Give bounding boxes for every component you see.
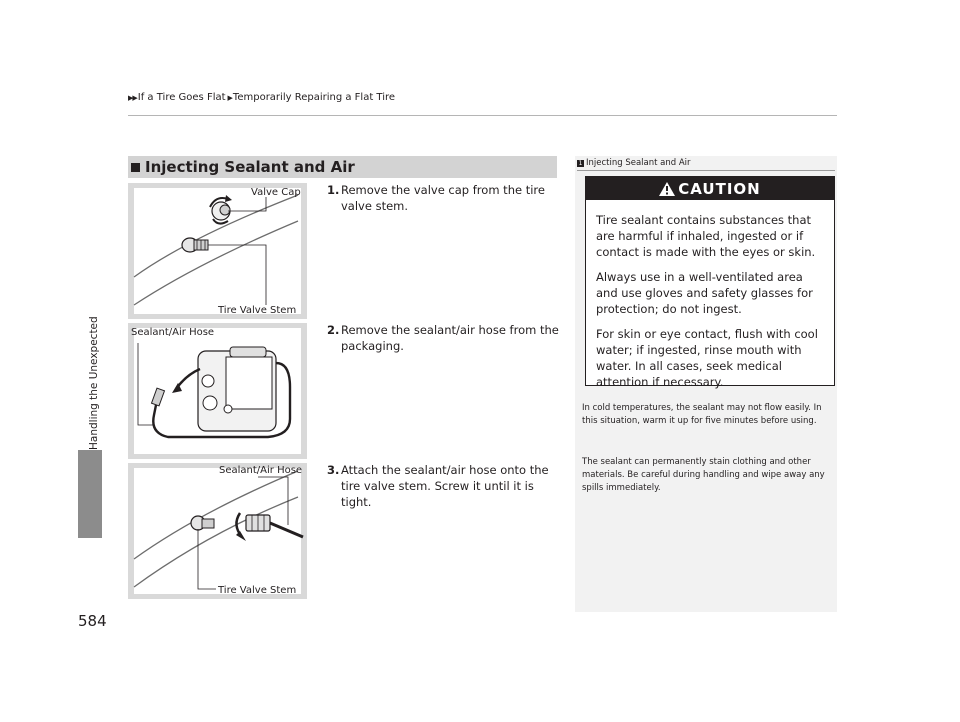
section-heading [128, 156, 557, 178]
chapter-tab-label: Handling the Unexpected [88, 316, 100, 450]
square-bullet-icon [131, 163, 140, 172]
note-cold-temperature: In cold temperatures, the sealant may not flow easily. In this situation, warm it up for five minutes before using. [582, 403, 822, 426]
caution-paragraph: For skin or eye contact, flush with cool water; if ingested, rinse mouth with water. In all cases, seek medical attention if necessary. [596, 327, 818, 389]
label-sealant-air-hose: Sealant/Air Hose [219, 465, 303, 476]
notes-header-text: Injecting Sealant and Air [586, 158, 691, 168]
step-number: 2. [327, 323, 340, 337]
breadcrumb [128, 92, 395, 103]
page-number: 584 [78, 612, 107, 630]
step-text: Attach the sealant/air hose onto the tire valve stem. Screw it until it is tight. [341, 463, 549, 509]
step-text: Remove the sealant/air hose from the packaging. [341, 323, 559, 353]
figure-sealant-hose [128, 323, 307, 459]
breadcrumb-item-temporary-repair[interactable]: Temporarily Repairing a Flat Tire [232, 92, 396, 103]
step-number: 1. [327, 183, 340, 197]
caution-paragraph: Always use in a well-ventilated area and use gloves and safety glasses for protection; do not ingest. [596, 270, 813, 316]
warning-triangle-icon [659, 182, 675, 196]
breadcrumb-arrow-icon: ▶▶ [128, 93, 137, 102]
step-3 [327, 462, 562, 510]
chapter-tab-marker[interactable] [78, 450, 102, 538]
step-text: Remove the valve cap from the tire valve stem. [341, 183, 545, 213]
step-2 [327, 322, 562, 354]
note-link-icon: 1 [578, 160, 583, 167]
label-tire-valve-stem: Tire Valve Stem [218, 585, 297, 596]
caution-box [585, 176, 835, 389]
note-stain-warning: The sealant can permanently stain clothing and other materials. Be careful during handling and wipe away any spills immediately. [582, 457, 825, 493]
breadcrumb-arrow-icon: ▶ [227, 93, 232, 102]
label-sealant-air-hose: Sealant/Air Hose [131, 327, 215, 338]
label-valve-cap: Valve Cap [251, 187, 301, 198]
step-1 [327, 182, 562, 214]
caution-paragraph: Tire sealant contains substances that are harmful if inhaled, ingested or if contact is made with the eyes or skin. [596, 213, 816, 259]
figure-attach-hose [128, 463, 307, 599]
caution-header [586, 177, 834, 200]
notes-header [577, 158, 691, 168]
caution-title: CAUTION [678, 179, 761, 198]
notes-divider [577, 170, 835, 171]
label-tire-valve-stem: Tire Valve Stem [218, 305, 297, 316]
header-divider [128, 115, 837, 116]
attach-hose-illustration [128, 463, 307, 599]
step-number: 3. [327, 463, 340, 477]
breadcrumb-item-flat-tire[interactable]: If a Tire Goes Flat [137, 92, 226, 103]
section-title: Injecting Sealant and Air [145, 158, 355, 176]
valve-cap-illustration [128, 183, 307, 319]
figure-valve-cap [128, 183, 307, 319]
sealant-kit-illustration [128, 323, 307, 459]
